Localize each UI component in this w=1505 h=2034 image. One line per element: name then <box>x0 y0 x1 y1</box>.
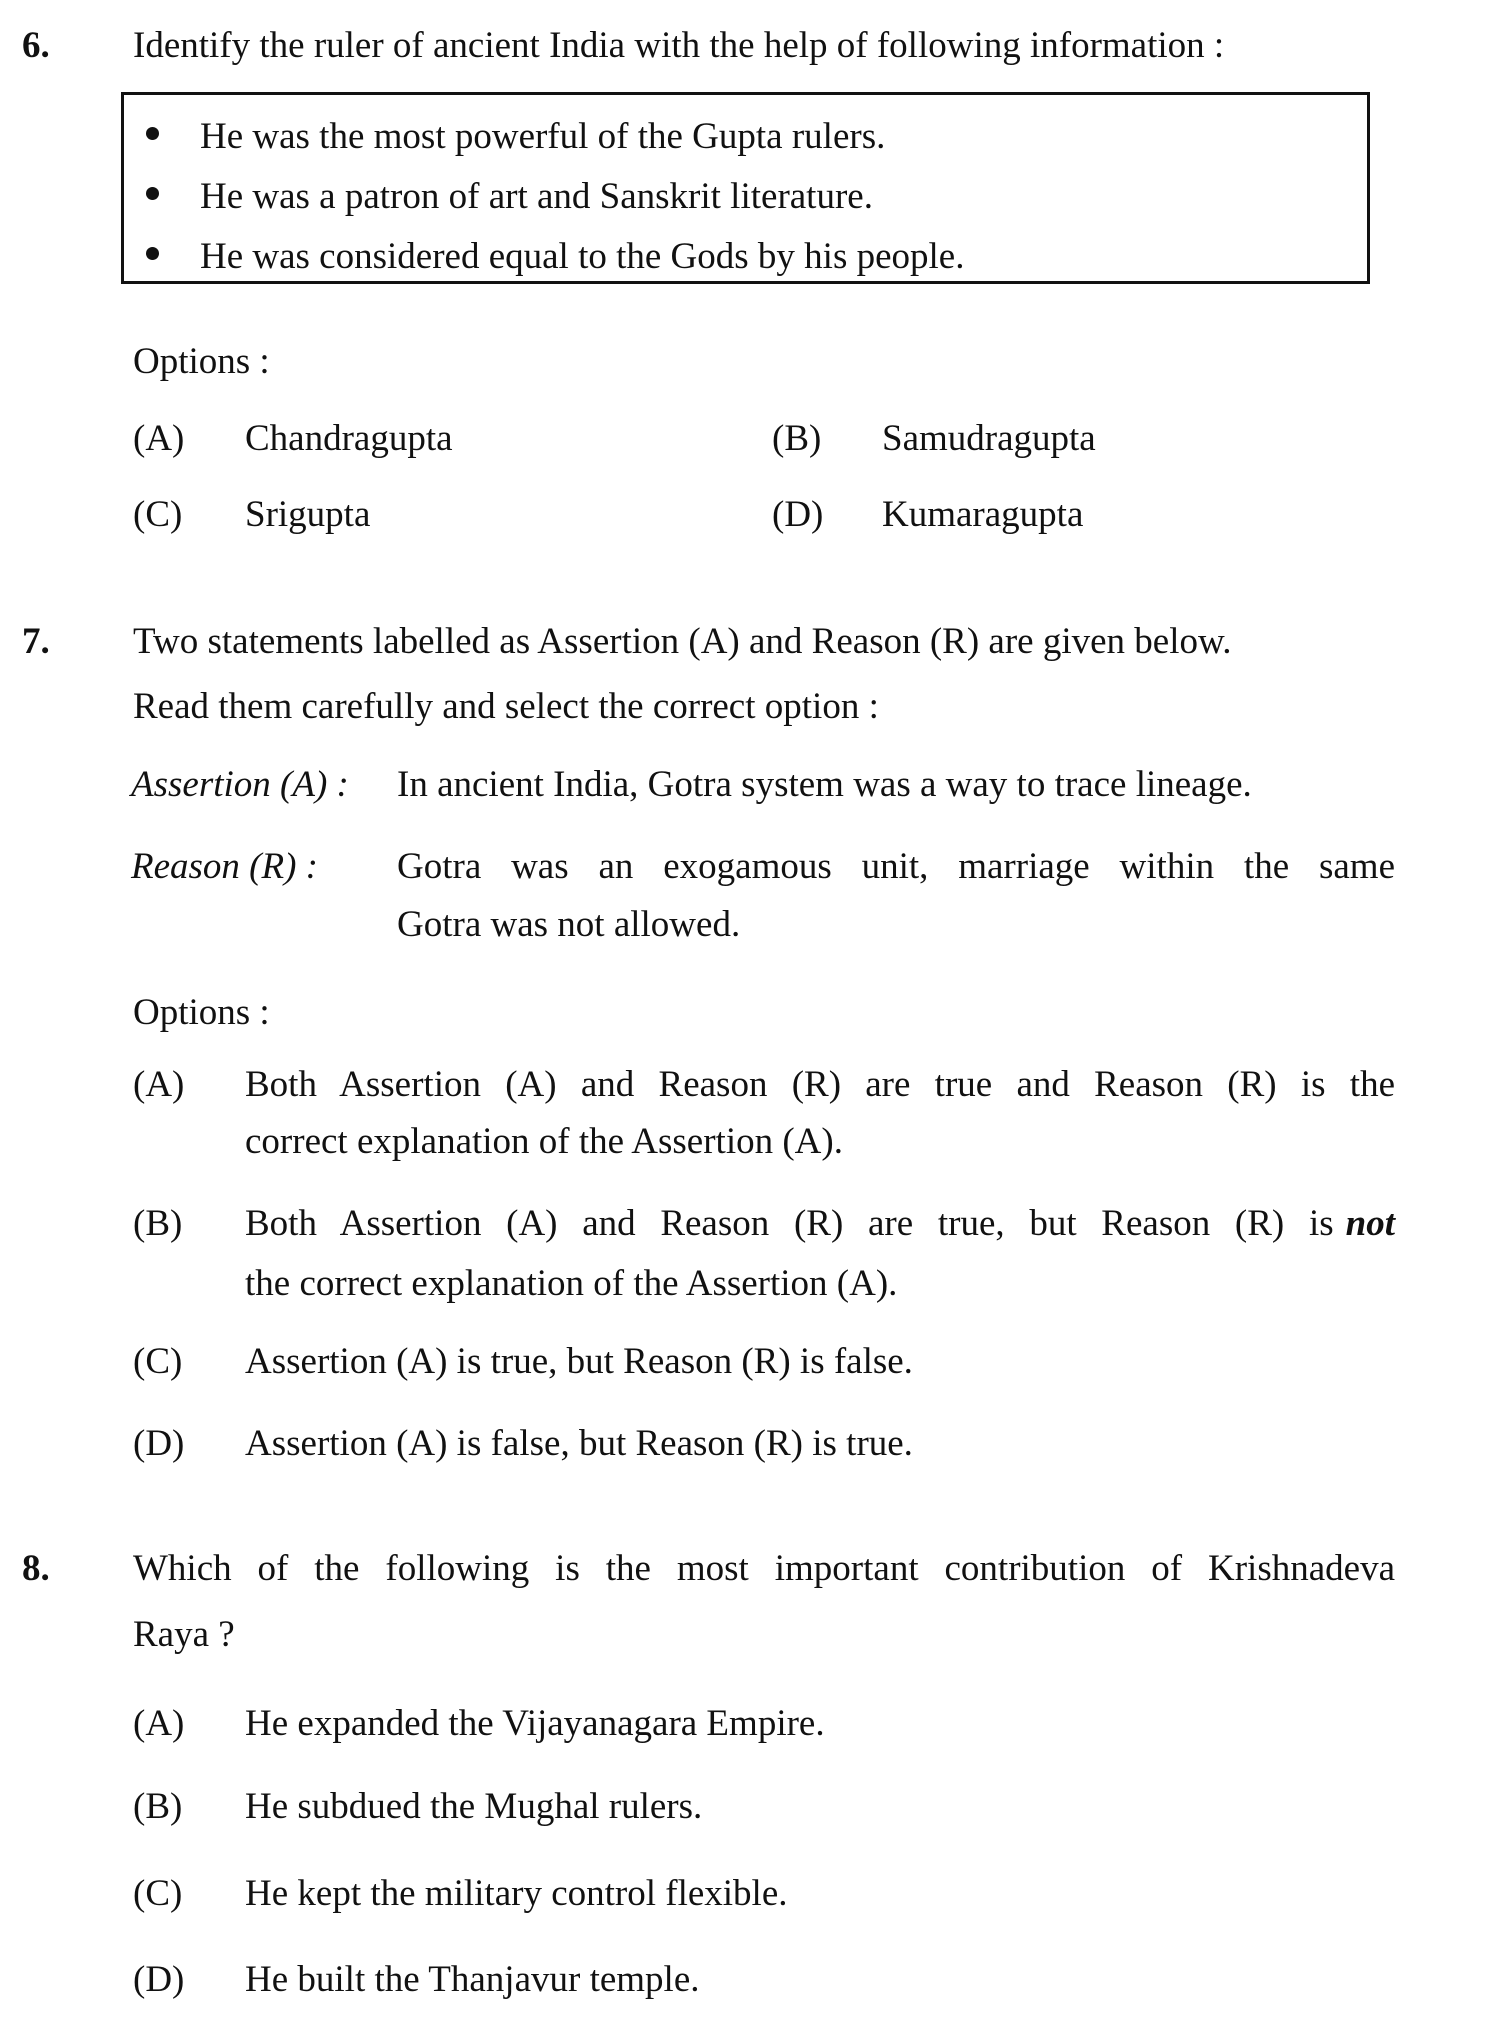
option-letter: (D) <box>133 1423 185 1464</box>
emphasis-not: not <box>1345 1203 1395 1244</box>
question-number: 8. <box>22 1548 50 1589</box>
info-item: He was a patron of art and Sanskrit literature. <box>200 176 873 217</box>
question-number: 7. <box>22 621 50 662</box>
option-letter: (C) <box>133 494 183 535</box>
option-text: He subdued the Mughal rulers. <box>245 1786 703 1827</box>
option-letter: (C) <box>133 1873 183 1914</box>
info-item: He was the most powerful of the Gupta rulers. <box>200 116 886 157</box>
option-text: Assertion (A) is true, but Reason (R) is false. <box>245 1341 913 1382</box>
option-letter: (A) <box>133 1064 185 1105</box>
option-text: Assertion (A) is false, but Reason (R) is true. <box>245 1423 913 1464</box>
option-letter: (B) <box>133 1786 183 1827</box>
question-prompt-line: Two statements labelled as Assertion (A) and Reason (R) are given below. <box>133 621 1232 662</box>
reason-text-line: Gotra was an exogamous unit, marriage within the same <box>397 846 1395 887</box>
options-label: Options : <box>133 992 270 1033</box>
question-prompt-line: Raya ? <box>133 1614 235 1655</box>
bullet-icon <box>146 247 159 260</box>
info-item: He was considered equal to the Gods by his people. <box>200 236 965 277</box>
option-text: Kumaragupta <box>882 494 1084 535</box>
option-text: Both Assertion (A) and Reason (R) are true, but Reason (R) is <box>245 1203 1334 1244</box>
question-prompt-line: Read them carefully and select the correct option : <box>133 686 879 727</box>
question-prompt: Identify the ruler of ancient India with the help of following information : <box>133 25 1225 66</box>
option-letter: (B) <box>772 418 822 459</box>
option-letter: (C) <box>133 1341 183 1382</box>
option-letter: (D) <box>772 494 824 535</box>
bullet-icon <box>146 187 159 200</box>
reason-label: Reason (R) : <box>131 846 318 887</box>
option-text-line: Both Assertion (A) and Reason (R) are true and Reason (R) is the <box>245 1064 1395 1105</box>
assertion-label: Assertion (A) : <box>131 764 349 805</box>
option-letter: (A) <box>133 1703 185 1744</box>
option-text: Srigupta <box>245 494 371 535</box>
option-text-line <box>245 1205 1395 1242</box>
option-text: He kept the military control flexible. <box>245 1873 788 1914</box>
question-number: 6. <box>22 25 50 66</box>
option-letter: (A) <box>133 418 185 459</box>
assertion-text: In ancient India, Gotra system was a way to trace lineage. <box>397 764 1252 805</box>
reason-text-line: Gotra was not allowed. <box>397 904 741 945</box>
option-text-line: the correct explanation of the Assertion (A). <box>245 1263 898 1304</box>
option-text: Chandragupta <box>245 418 453 459</box>
question-prompt-line: Which of the following is the most important contribution of Krishnadeva <box>133 1548 1395 1589</box>
option-letter: (D) <box>133 1959 185 2000</box>
option-text: He built the Thanjavur temple. <box>245 1959 700 2000</box>
option-text: He expanded the Vijayanagara Empire. <box>245 1703 825 1744</box>
option-text: Samudragupta <box>882 418 1096 459</box>
options-label: Options : <box>133 341 270 382</box>
bullet-icon <box>146 127 159 140</box>
option-text-line: correct explanation of the Assertion (A). <box>245 1121 843 1162</box>
option-letter: (B) <box>133 1203 183 1244</box>
